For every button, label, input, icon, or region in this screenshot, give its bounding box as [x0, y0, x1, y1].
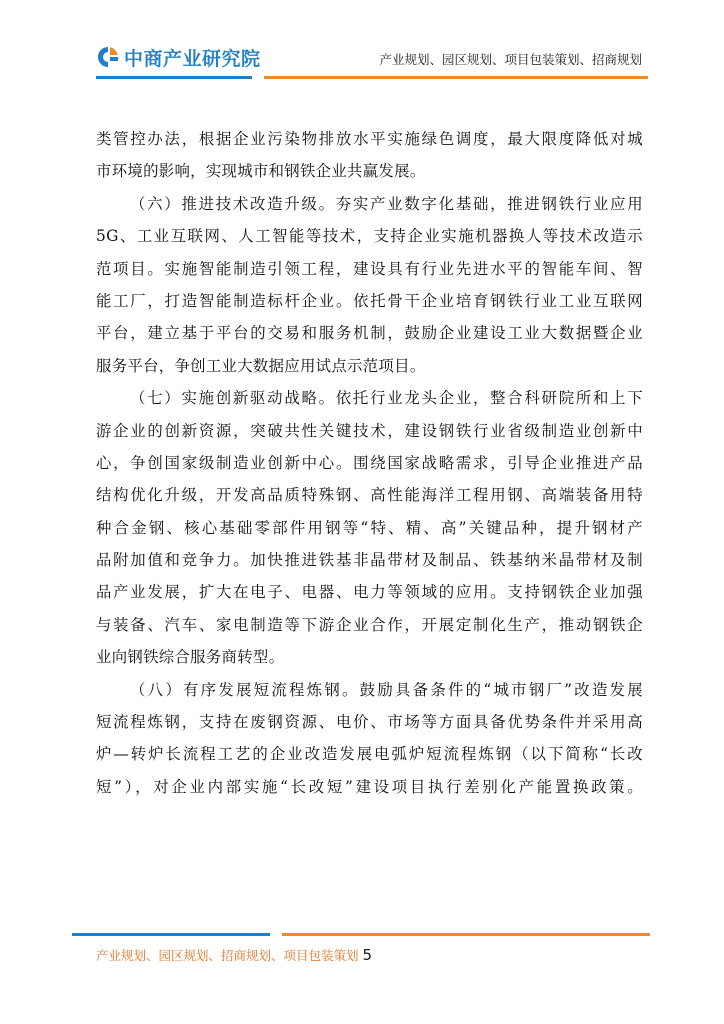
text-line: 品产业发展，扩大在电子、电器、电力等领域的应用。支持钢铁企业加强	[96, 583, 643, 602]
text-line: 短”），对企业内部实施“长改短”建设项目执行差别化产能置换政策。	[96, 777, 643, 796]
section-heading-line: （六）推进技术改造升级。夯实产业数字化基础，推进钢铁行业应用	[130, 194, 643, 213]
header-divider-orange	[264, 76, 648, 79]
text-line: 平台，建立基于平台的交易和服务机制，鼓励企业建设工业大数据暨企业	[96, 324, 643, 343]
text-line: 与装备、汽车、家电制造等下游企业合作，开展定制化生产，推动钢铁企	[96, 615, 643, 634]
text-line: 种合金钢、核心基础零部件用钢等“特、精、高”关键品种，提升钢材产	[96, 518, 643, 537]
text-line: 能工厂，打造智能制造标杆企业。依托骨干企业培育钢铁行业工业互联网	[96, 291, 643, 310]
text-line: 心，争创国家级制造业创新中心。围绕国家战略需求，引导企业推进产品	[96, 453, 643, 472]
page-header	[0, 0, 724, 90]
text-line: 炉—转炉长流程工艺的企业改造发展电弧炉短流程炼钢（以下简称“长改	[96, 745, 643, 764]
text-line: 品附加值和竞争力。加快推进铁基非晶带材及制品、铁基纳米晶带材及制	[96, 551, 643, 570]
section-heading-line: （七）实施创新驱动战略。依托行业龙头企业，整合科研院所和上下	[130, 389, 643, 408]
text-line: 5G、工业互联网、人工智能等技术，支持企业实施机器换人等技术改造示	[96, 227, 643, 246]
text-line: 短流程炼钢，支持在废钢资源、电价、市场等方面具备优势条件并采用高	[96, 713, 643, 732]
text-line: 结构优化升级，开发高品质特殊钢、高性能海洋工程用钢、高端装备用特	[96, 486, 643, 505]
footer-divider-orange	[282, 933, 650, 936]
logo-text: 中商产业研究院	[124, 47, 261, 70]
header-tagline: 产业规划、园区规划、项目包装策划、招商规划	[379, 52, 642, 67]
header-divider-blue	[96, 76, 252, 79]
logo-mark-icon	[96, 45, 120, 69]
text-line: 游企业的创新资源，突破共性关键技术，建设钢铁行业省级制造业创新中	[96, 421, 643, 440]
text-line: 市环境的影响，实现城市和钢铁企业共赢发展。	[96, 162, 426, 181]
logo	[96, 42, 261, 72]
text-line: 业向钢铁综合服务商转型。	[96, 648, 285, 667]
page-number: 5	[362, 946, 373, 964]
text-line: 类管控办法，根据企业污染物排放水平实施绿色调度，最大限度降低对城	[96, 130, 643, 148]
text-line: 范项目。实施智能制造引领工程，建设具有行业先进水平的智能车间、智	[96, 259, 643, 278]
footer-tagline: 产业规划、园区规划、招商规划、项目包装策划	[96, 948, 359, 963]
text-line: 服务平台，争创工业大数据应用试点示范项目。	[96, 356, 426, 375]
footer-divider-blue	[72, 933, 270, 936]
page-footer	[96, 946, 372, 964]
section-heading-line: （八）有序发展短流程炼钢。鼓励具备条件的“城市钢厂”改造发展	[130, 680, 643, 699]
document-body	[96, 123, 643, 803]
